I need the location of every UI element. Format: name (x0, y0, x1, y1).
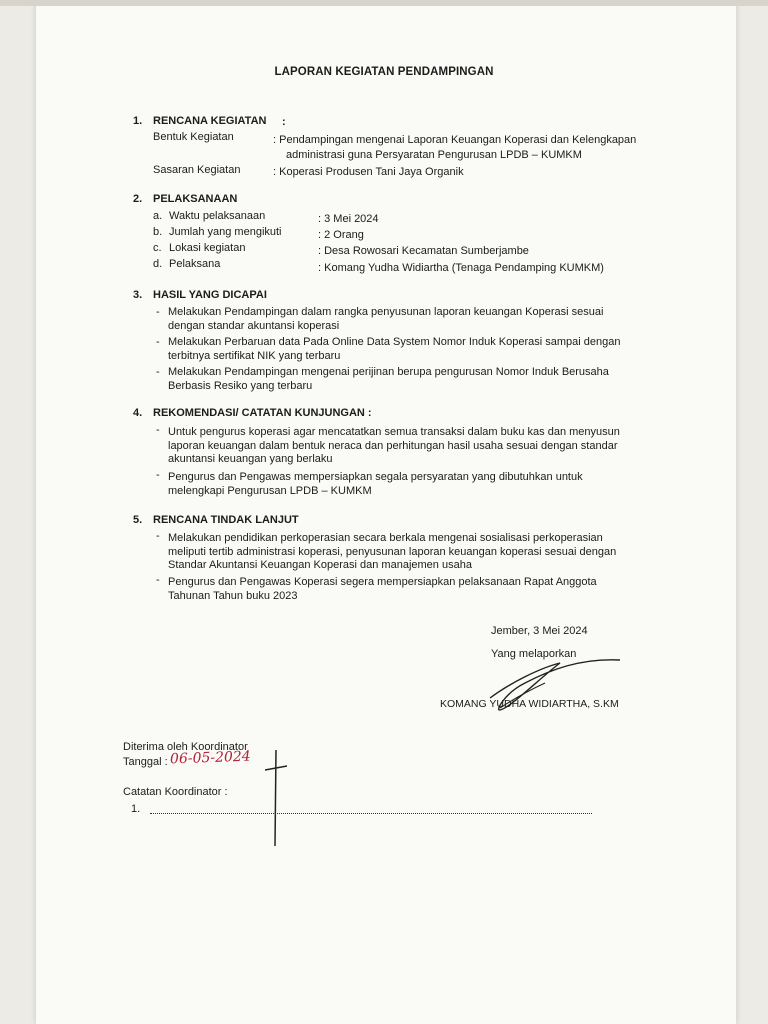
tindak-lanjut-item-line: Melakukan pendidikan perkoperasian secara berkala mengenai sosialisasi perkoperasian (168, 532, 603, 544)
pelaksanaan-row-label: Waktu pelaksanaan (169, 210, 266, 222)
initial-mark (260, 748, 290, 848)
section-title: RENCANA TINDAK LANJUT (153, 514, 299, 526)
pelaksanaan-row-index: d. (153, 258, 163, 270)
pelaksanaan-row-label: Lokasi kegiatan (169, 242, 246, 254)
section-number: 2. (133, 193, 143, 205)
rekomendasi-item (168, 426, 650, 467)
hasil-item-line: terbitnya sertifikat NIK yang terbaru (168, 349, 341, 362)
pelaksanaan-row-value: : 2 Orang (318, 229, 364, 241)
note-number: 1. (131, 803, 141, 815)
bullet-marker: - (156, 336, 160, 348)
reporter-label: Yang melaporkan (491, 648, 577, 660)
section-number: 1. (133, 115, 143, 127)
note-dotted-line (150, 809, 592, 814)
received-by-label: Diterima oleh Koordinator (123, 741, 248, 753)
bullet-marker: - (156, 306, 160, 318)
section-title: REKOMENDASI/ CATATAN KUNJUNGAN : (153, 407, 372, 419)
tindak-lanjut-item-line: Pengurus dan Pengawas Koperasi segera mempersiapkan pelaksanaan Rapat Anggota (168, 576, 597, 588)
tindak-lanjut-item-line: meliputi tertib administrasi koperasi, penyusunan laporan keuangan koperasi sesuai dengan (168, 545, 617, 558)
section-number: 4. (133, 407, 143, 419)
rekomendasi-item (168, 471, 650, 498)
rekomendasi-item-line: laporan keuangan dalam bentuk neraca dan perhitungan hasil usaha sesuai dengan standar (168, 439, 618, 452)
pelaksanaan-row-index: a. (153, 210, 163, 222)
document-title: LAPORAN KEGIATAN PENDAMPINGAN (274, 66, 494, 78)
bentuk-kegiatan-value-cont: administrasi guna Persyaratan Pengurusan LPDB – KUMKM (286, 149, 582, 161)
section-title: HASIL YANG DICAPAI (153, 289, 267, 301)
bullet-marker: - (156, 366, 160, 378)
rekomendasi-item-line: Pengurus dan Pengawas mempersiapkan segala persyaratan yang dibutuhkan untuk (168, 471, 583, 483)
section-number: 3. (133, 289, 143, 301)
place-date: Jember, 3 Mei 2024 (491, 625, 588, 637)
hasil-item (168, 306, 650, 333)
section-4-heading (133, 407, 372, 419)
pelaksanaan-row-value: : 3 Mei 2024 (318, 213, 379, 225)
pelaksanaan-row-value: : Komang Yudha Widiartha (Tenaga Pendamping KUMKM) (318, 262, 604, 274)
hasil-item-line: Melakukan Pendampingan dalam rangka penyusunan laporan keuangan Koperasi sesuai (168, 306, 604, 318)
tindak-lanjut-item-line: Tahunan Tahun buku 2023 (168, 589, 298, 602)
handwritten-date: 06-05-2024 (169, 748, 251, 768)
section-1-heading (133, 115, 266, 127)
pelaksanaan-row-label: Jumlah yang mengikuti (169, 226, 282, 238)
bentuk-kegiatan-label: Bentuk Kegiatan (153, 131, 234, 143)
section-2-heading (133, 193, 237, 205)
pelaksanaan-row-index: b. (153, 226, 163, 238)
sasaran-kegiatan-label: Sasaran Kegiatan (153, 164, 241, 176)
coordinator-notes-label: Catatan Koordinator : (123, 786, 228, 798)
bullet-marker: - (156, 469, 160, 481)
hasil-item-line: Berbasis Resiko yang terbaru (168, 379, 313, 392)
date-label: Tanggal : (123, 756, 168, 768)
section-1-colon: : (282, 116, 286, 128)
section-3-heading (133, 289, 267, 301)
bullet-marker: - (156, 530, 160, 542)
bullet-marker: - (156, 424, 160, 436)
rekomendasi-item-line: akuntansi keuangan yang berlaku (168, 453, 333, 465)
rekomendasi-item-line: melengkapi Pengurusan LPDB – KUMKM (168, 484, 372, 497)
pelaksanaan-row-label: Pelaksana (169, 258, 221, 270)
pelaksanaan-row-index: c. (153, 242, 162, 254)
section-title: RENCANA KEGIATAN (153, 115, 267, 127)
pelaksanaan-row-value: : Desa Rowosari Kecamatan Sumberjambe (318, 245, 529, 257)
hasil-item-line: Melakukan Perbaruan data Pada Online Data System Nomor Induk Koperasi sampai dengan (168, 336, 621, 348)
bullet-marker: - (156, 574, 160, 586)
section-title: PELAKSANAAN (153, 193, 238, 205)
hasil-item-line: Melakukan Pendampingan mengenai perijinan berupa pengurusan Nomor Induk Berusaha (168, 366, 609, 378)
rekomendasi-item-line: Untuk pengurus koperasi agar mencatatkan semua transaksi dalam buku kas dan menyusun (168, 426, 620, 438)
hasil-item-line: dengan standar akuntansi koperasi (168, 319, 340, 332)
bentuk-kegiatan-value: : Pendampingan mengenai Laporan Keuangan Koperasi dan Kelengkapan (273, 134, 637, 146)
hasil-item (168, 336, 650, 363)
hasil-item (168, 366, 650, 393)
reporter-name: KOMANG YUDHA WIDIARTHA, S.KM (440, 698, 619, 710)
tindak-lanjut-item-line: Standar Akuntansi Keuangan Koperasi dan manajemen usaha (168, 559, 472, 571)
tindak-lanjut-item (168, 532, 648, 573)
section-5-heading (133, 514, 299, 526)
tindak-lanjut-item (168, 576, 648, 603)
section-number: 5. (133, 514, 143, 526)
sasaran-kegiatan-value: : Koperasi Produsen Tani Jaya Organik (273, 166, 464, 178)
